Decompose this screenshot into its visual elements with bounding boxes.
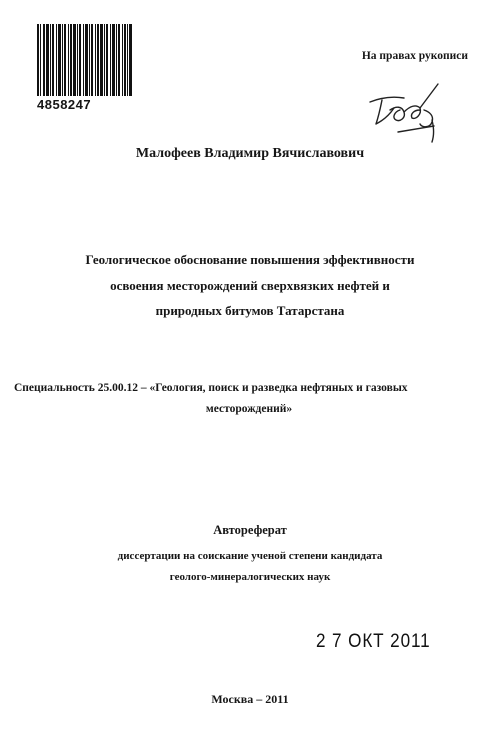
degree-line: геолого-минералогических наук xyxy=(169,571,331,583)
abstract-label: Автореферат xyxy=(213,523,287,537)
signature xyxy=(360,80,450,145)
barcode-number: 4858247 xyxy=(37,97,92,112)
title-line: освоения месторождений сверхвязких нефтей и xyxy=(110,277,390,293)
barcode xyxy=(37,24,132,96)
rights-note: На правах рукописи xyxy=(361,50,468,62)
specialty xyxy=(14,378,484,420)
city-year: Москва – 2011 xyxy=(211,692,289,706)
dissertation-title xyxy=(30,247,470,324)
date-stamp: 2 7 ОКТ 2011 xyxy=(316,631,431,652)
title-line: природных битумов Татарстана xyxy=(155,303,345,318)
author-name: Малофеев Владимир Вячиславович xyxy=(135,146,365,161)
specialty-line: Специальность 25.00.12 – «Геология, поиск и разведка нефтяных и газовых xyxy=(14,382,408,394)
dissertation-degree xyxy=(0,546,500,588)
degree-line: диссертации на соискание ученой степени кандидата xyxy=(117,550,383,562)
title-line: Геологическое обоснование повышения эффективности xyxy=(85,252,415,267)
specialty-line: месторождений» xyxy=(205,403,293,415)
